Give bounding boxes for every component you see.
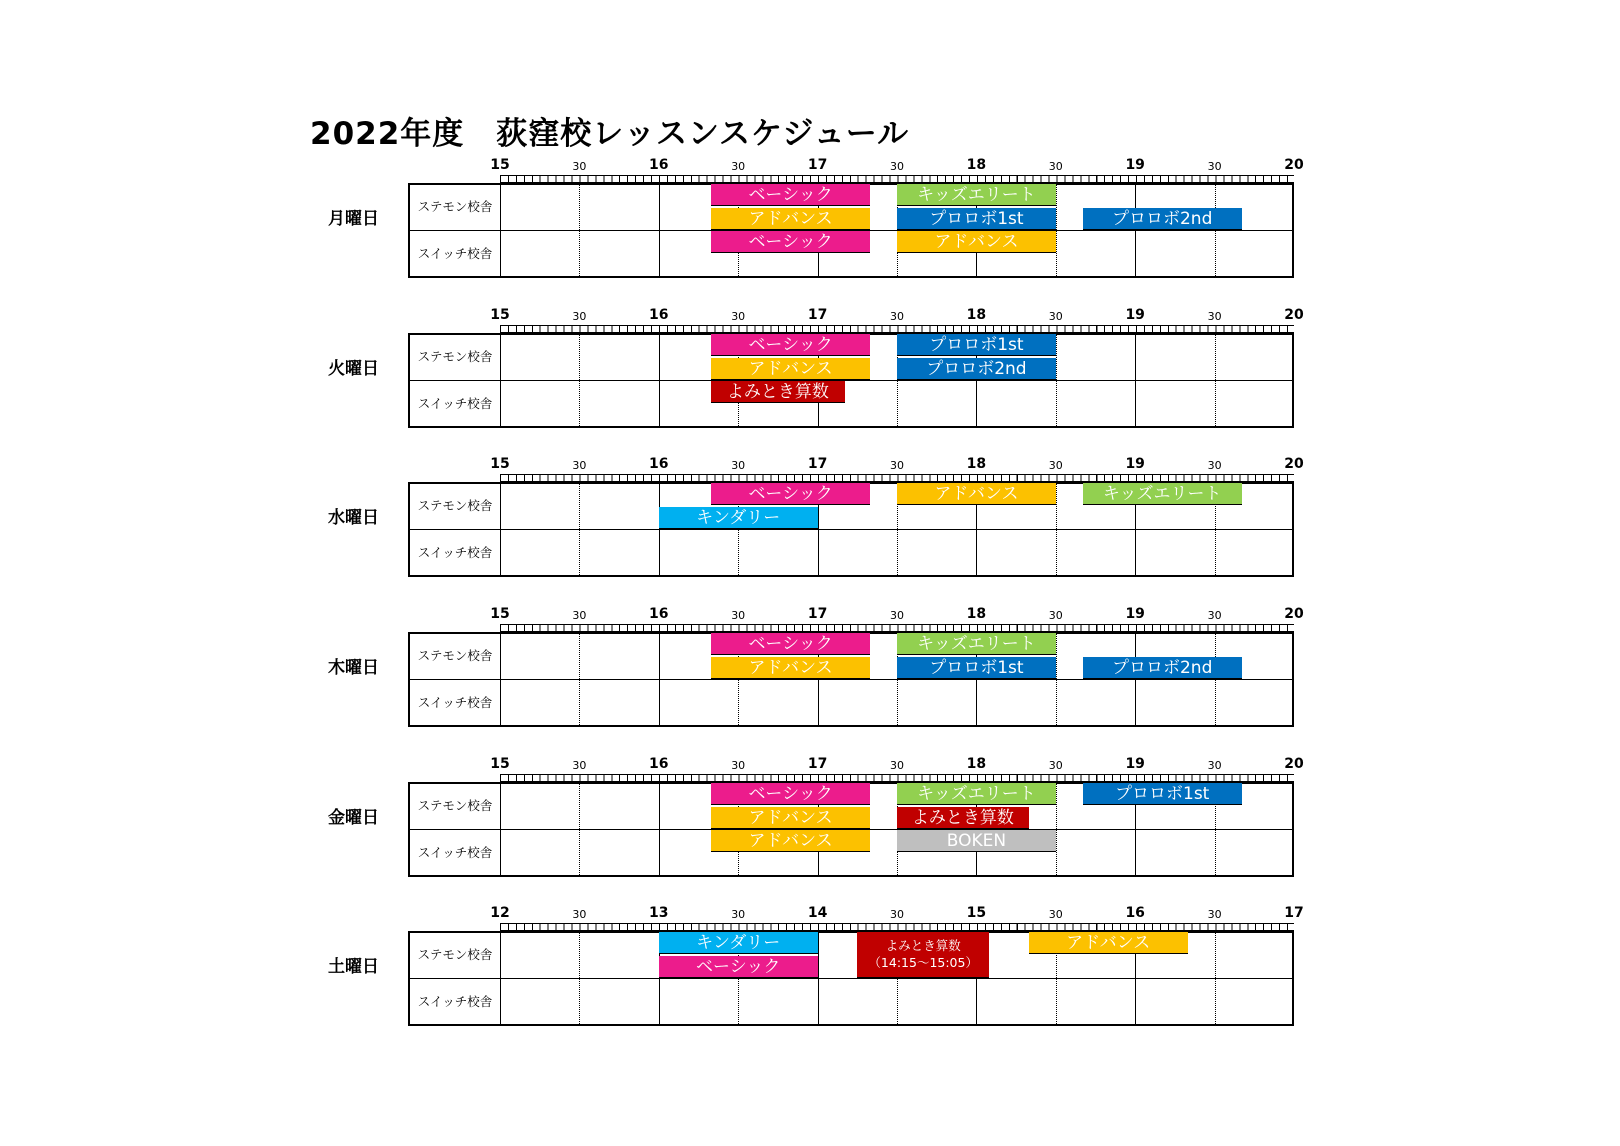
lesson-block: アドバンス (1029, 932, 1188, 954)
half-hour-gridline (1056, 482, 1057, 577)
lesson-block: キッズエリート (1083, 483, 1242, 505)
lesson-block: よみとき算数 (711, 381, 844, 403)
half-hour-gridline (1056, 333, 1057, 428)
lesson-block: ベーシック (711, 334, 870, 356)
lesson-block: プロロボ2nd (1083, 208, 1242, 230)
minute-label: 30 (1207, 310, 1222, 323)
hour-label: 18 (966, 456, 987, 472)
day-label: 月曜日 (328, 209, 379, 229)
lesson-block: アドバンス (711, 358, 870, 380)
time-ruler (500, 624, 1294, 632)
minute-label: 30 (1207, 160, 1222, 173)
campus-label-switch: スイッチ校舎 (417, 396, 493, 411)
hour-gridline (659, 333, 660, 428)
minute-label: 30 (572, 759, 587, 772)
lesson-block: アドバンス (897, 483, 1056, 505)
minute-label: 30 (1207, 908, 1222, 921)
lesson-block: アドバンス (711, 208, 870, 230)
lesson-time: （14:15～15:05） (868, 955, 978, 970)
lesson-block: プロロボ1st (897, 208, 1056, 230)
lesson-block: キンダリー (659, 932, 818, 954)
half-hour-gridline (1215, 183, 1216, 278)
day-label: 水曜日 (328, 508, 379, 528)
half-hour-gridline (579, 632, 580, 727)
minute-label: 30 (1048, 160, 1063, 173)
hour-label: 18 (966, 756, 987, 772)
lesson-block: プロロボ2nd (897, 358, 1056, 380)
row-divider (408, 679, 1294, 680)
lesson-block: プロロボ2nd (1083, 657, 1242, 679)
hour-label: 20 (1284, 606, 1304, 622)
hour-label: 20 (1284, 307, 1304, 323)
row-divider (408, 529, 1294, 530)
lesson-block: アドバンス (711, 830, 870, 852)
minute-label: 30 (731, 908, 746, 921)
minute-label: 30 (1207, 459, 1222, 472)
minute-label: 30 (890, 759, 904, 772)
campus-label-stemon: ステモン校舎 (417, 349, 493, 364)
lesson-block: ベーシック (711, 633, 870, 655)
hour-label: 16 (1125, 905, 1145, 921)
row-divider (408, 978, 1294, 979)
campus-label-stemon: ステモン校舎 (417, 199, 493, 214)
lesson-block: キンダリー (659, 507, 818, 529)
time-ruler (500, 474, 1294, 482)
campus-label-switch: スイッチ校舎 (417, 246, 493, 261)
campus-label-stemon: ステモン校舎 (417, 498, 493, 513)
campus-label-stemon: ステモン校舎 (417, 947, 493, 962)
lesson-block: キッズエリート (897, 184, 1056, 206)
minute-label: 30 (731, 609, 746, 622)
minute-label: 30 (572, 310, 587, 323)
minute-label: 30 (890, 310, 904, 323)
hour-gridline (659, 183, 660, 278)
day-label: 土曜日 (328, 957, 379, 977)
lesson-block (857, 932, 989, 978)
minute-label: 30 (572, 908, 587, 921)
half-hour-gridline (579, 782, 580, 877)
lesson-block: ベーシック (711, 483, 870, 505)
hour-label: 18 (966, 606, 987, 622)
half-hour-gridline (1056, 632, 1057, 727)
minute-label: 30 (1207, 759, 1222, 772)
campus-label-switch: スイッチ校舎 (417, 545, 493, 560)
lesson-block: よみとき算数 (897, 807, 1029, 829)
hour-label: 16 (649, 756, 669, 772)
row-divider (408, 380, 1294, 381)
hour-label: 13 (649, 905, 669, 921)
day-label: 金曜日 (328, 808, 379, 828)
hour-label: 18 (966, 157, 987, 173)
lesson-block: アドバンス (711, 657, 870, 679)
time-ruler (500, 774, 1294, 782)
hour-label: 15 (490, 456, 510, 472)
minute-label: 30 (890, 160, 904, 173)
minute-label: 30 (572, 459, 587, 472)
hour-label: 16 (649, 157, 669, 173)
lesson-block: プロロボ1st (1083, 783, 1242, 805)
campus-label-stemon: ステモン校舎 (417, 798, 493, 813)
half-hour-gridline (1215, 632, 1216, 727)
hour-label: 15 (966, 905, 987, 921)
hour-label: 15 (490, 157, 510, 173)
hour-label: 20 (1284, 756, 1304, 772)
lesson-block: ベーシック (659, 956, 818, 978)
hour-gridline (659, 482, 660, 577)
minute-label: 30 (890, 908, 904, 921)
hour-label: 19 (1125, 456, 1145, 472)
lesson-block: ベーシック (711, 231, 870, 253)
minute-label: 30 (1048, 908, 1063, 921)
minute-label: 30 (731, 310, 746, 323)
hour-label: 17 (807, 456, 828, 472)
hour-label: 15 (490, 756, 510, 772)
half-hour-gridline (579, 183, 580, 278)
lesson-block: ベーシック (711, 783, 870, 805)
hour-gridline (1135, 632, 1136, 727)
hour-label: 17 (807, 606, 828, 622)
hour-gridline (659, 632, 660, 727)
hour-label: 19 (1125, 756, 1145, 772)
minute-label: 30 (890, 609, 904, 622)
lesson-block: ベーシック (711, 184, 870, 206)
hour-label: 17 (807, 307, 828, 323)
time-ruler (500, 325, 1294, 333)
hour-label: 18 (966, 307, 987, 323)
hour-label: 12 (490, 905, 510, 921)
minute-label: 30 (1048, 609, 1063, 622)
half-hour-gridline (579, 482, 580, 577)
minute-label: 30 (731, 459, 746, 472)
day-label: 火曜日 (328, 359, 379, 379)
hour-label: 16 (649, 606, 669, 622)
campus-label-switch: スイッチ校舎 (417, 845, 493, 860)
hour-gridline (1135, 333, 1136, 428)
lesson-name: よみとき算数 (885, 938, 961, 953)
lesson-block: キッズエリート (897, 783, 1056, 805)
hour-label: 20 (1284, 157, 1304, 173)
hour-label: 17 (807, 157, 828, 173)
lesson-block: プロロボ1st (897, 334, 1056, 356)
time-ruler (500, 175, 1294, 183)
minute-label: 30 (890, 459, 904, 472)
campus-label-switch: スイッチ校舎 (417, 994, 493, 1009)
hour-label: 17 (1284, 905, 1304, 921)
campus-label-stemon: ステモン校舎 (417, 648, 493, 663)
page-title: 2022年度 荻窪校レッスンスケジュール (310, 116, 910, 152)
hour-label: 17 (807, 756, 828, 772)
half-hour-gridline (1056, 782, 1057, 877)
hour-gridline (1135, 183, 1136, 278)
hour-gridline (818, 931, 819, 1026)
half-hour-gridline (579, 333, 580, 428)
hour-label: 14 (807, 905, 828, 921)
minute-label: 30 (1048, 459, 1063, 472)
minute-label: 30 (1048, 310, 1063, 323)
hour-label: 16 (649, 307, 669, 323)
lesson-block: キッズエリート (897, 633, 1056, 655)
minute-label: 30 (731, 759, 746, 772)
minute-label: 30 (572, 609, 587, 622)
minute-label: 30 (572, 160, 587, 173)
half-hour-gridline (579, 931, 580, 1026)
lesson-block: アドバンス (897, 231, 1056, 253)
hour-label: 15 (490, 307, 510, 323)
campus-label-switch: スイッチ校舎 (417, 695, 493, 710)
hour-label: 19 (1125, 606, 1145, 622)
minute-label: 30 (731, 160, 746, 173)
hour-label: 15 (490, 606, 510, 622)
hour-label: 19 (1125, 307, 1145, 323)
minute-label: 30 (1048, 759, 1063, 772)
half-hour-gridline (1215, 931, 1216, 1026)
time-ruler (500, 923, 1294, 931)
lesson-block: プロロボ1st (897, 657, 1056, 679)
hour-label: 20 (1284, 456, 1304, 472)
lesson-block: アドバンス (711, 807, 870, 829)
minute-label: 30 (1207, 609, 1222, 622)
lesson-block: BOKEN (897, 830, 1056, 852)
hour-label: 16 (649, 456, 669, 472)
hour-gridline (659, 782, 660, 877)
day-label: 木曜日 (328, 658, 379, 678)
hour-label: 19 (1125, 157, 1145, 173)
half-hour-gridline (1056, 183, 1057, 278)
half-hour-gridline (1215, 333, 1216, 428)
